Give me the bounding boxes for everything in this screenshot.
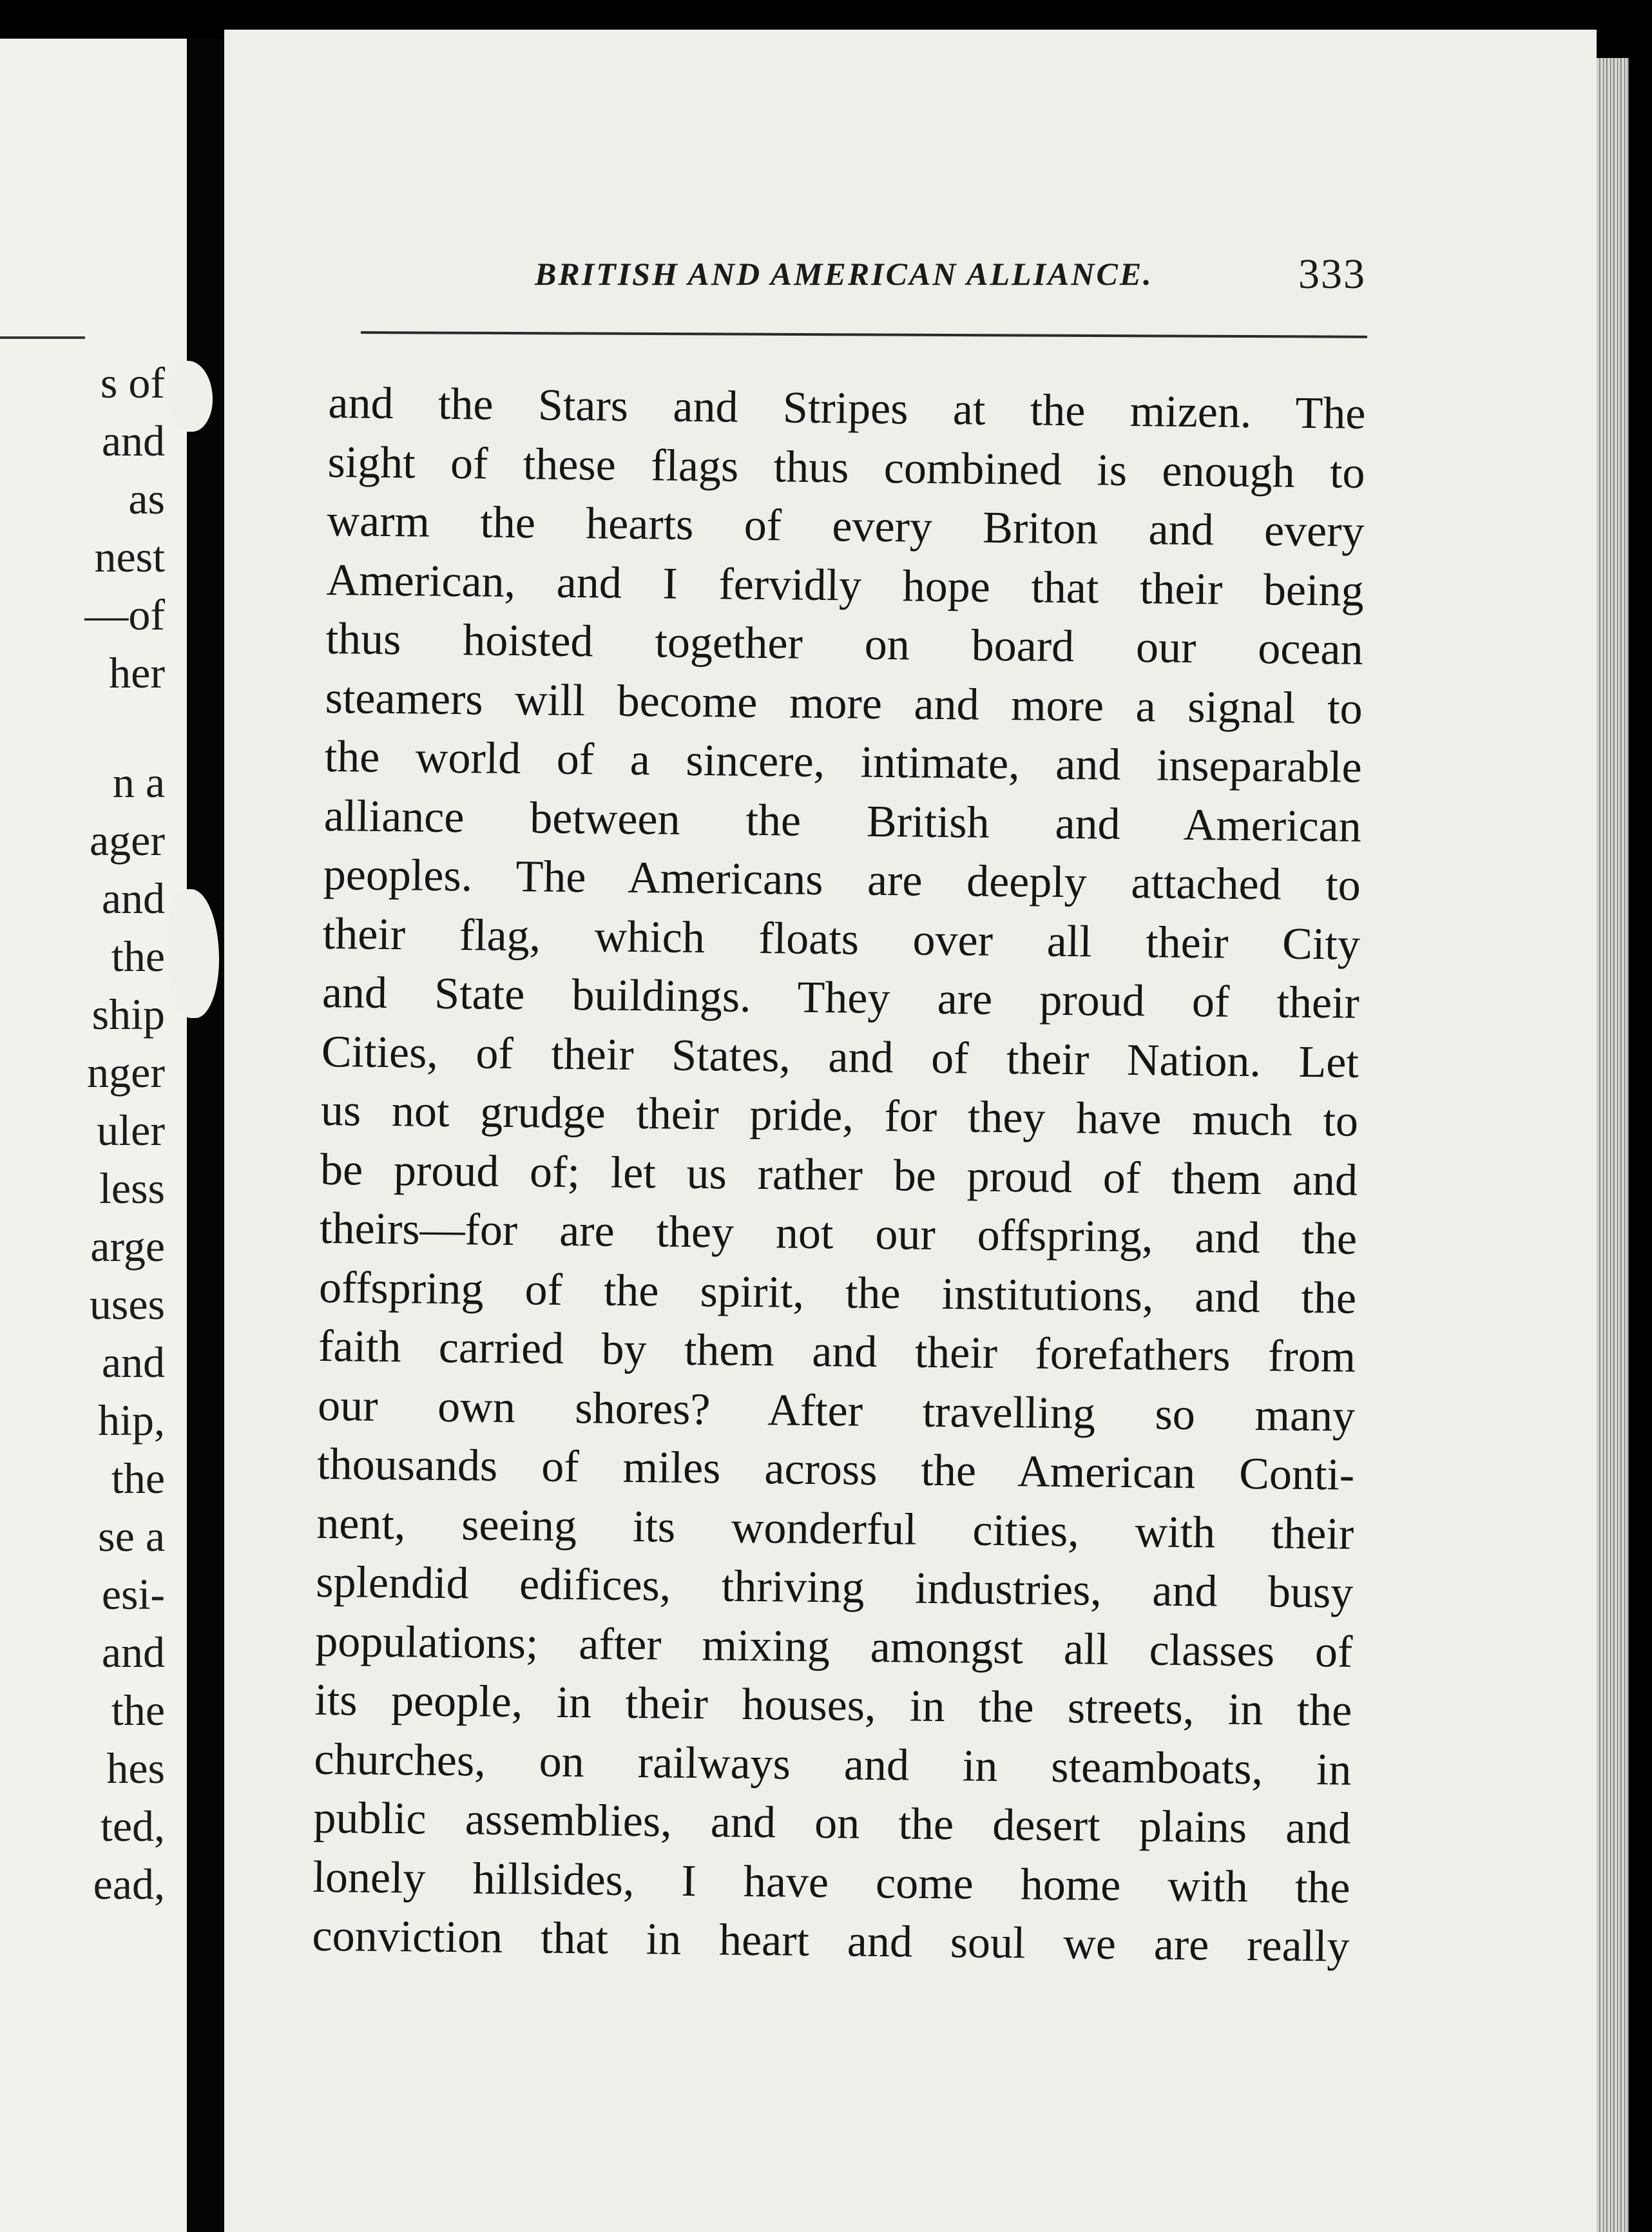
- text-line: us not grudge their pride, for they have much to: [320, 1085, 1359, 1146]
- left-text-fragment: ager: [89, 816, 165, 865]
- left-text-fragment: and: [101, 416, 165, 465]
- book-gutter: [187, 39, 224, 2232]
- page-header: [535, 251, 1366, 307]
- left-text-fragment: the: [111, 1686, 165, 1735]
- left-text-fragment: the: [111, 1454, 165, 1503]
- text-line: the world of a sincere, intimate, and inseparable: [324, 731, 1363, 793]
- left-text-fragment: n a: [112, 758, 165, 807]
- text-line: thus hoisted together on board our ocean: [325, 613, 1364, 675]
- left-text-fragment: and: [101, 1338, 165, 1387]
- text-line: Cities, of their States, and of their Nation. Let: [321, 1026, 1359, 1088]
- text-line: theirs—for are they not our offspring, and the: [319, 1203, 1358, 1264]
- text-line: our own shores? After travelling so many: [317, 1380, 1356, 1441]
- left-text-fragment: esi-: [101, 1570, 165, 1619]
- text-line: warm the hearts of every Briton and every: [327, 495, 1365, 557]
- left-header-rule: [0, 336, 85, 339]
- text-line: churches, on railways and in steamboats, in: [314, 1734, 1352, 1795]
- text-line: splendid edifices, thriving industries, and busy: [315, 1557, 1354, 1618]
- left-text-fragment: s of: [100, 358, 165, 407]
- left-page-fragment: [0, 39, 187, 2232]
- text-line: public assemblies, and on the desert plains and: [313, 1793, 1351, 1854]
- left-text-fragment: arge: [90, 1222, 165, 1271]
- left-text-fragment: nger: [87, 1048, 165, 1097]
- text-line: populations; after mixing amongst all classes of: [314, 1616, 1353, 1677]
- left-text-fragment: less: [99, 1164, 165, 1213]
- left-text-fragment: as: [128, 474, 165, 523]
- text-line: and the Stars and Stripes at the mizen. The: [328, 378, 1366, 439]
- text-line: alliance between the British and American: [323, 791, 1362, 852]
- text-line: peoples. The Americans are deeply attached to: [323, 849, 1361, 910]
- page-number: 333: [1298, 251, 1366, 298]
- left-text-fragment: hes: [106, 1744, 165, 1793]
- page-edges: [1597, 58, 1629, 2232]
- left-text-fragment: her: [109, 648, 165, 697]
- text-line: their flag, which floats over all their City: [322, 909, 1361, 970]
- left-text-fragment: ship: [91, 990, 165, 1039]
- text-line: conviction that in heart and soul we are really: [312, 1910, 1350, 1972]
- left-text-fragment: uler: [97, 1106, 165, 1155]
- left-text-fragment: and: [101, 1628, 165, 1677]
- left-text-fragment: ead,: [93, 1860, 165, 1909]
- text-line: thousands of miles across the American Conti-: [316, 1439, 1355, 1500]
- background-edge: [1629, 0, 1652, 2232]
- text-line: and State buildings. They are proud of their: [322, 967, 1360, 1028]
- left-text-fragment: ted,: [100, 1802, 165, 1851]
- paper-tear: [168, 361, 213, 432]
- text-line: nent, seeing its wonderful cities, with their: [316, 1498, 1354, 1559]
- text-line: be proud of; let us rather be proud of them and: [320, 1144, 1358, 1206]
- left-text-fragment: the: [111, 932, 165, 981]
- left-text-fragment: and: [101, 874, 165, 923]
- body-text: [312, 374, 1366, 1976]
- text-line: its people, in their houses, in the streets, in the: [314, 1675, 1352, 1736]
- text-line: offspring of the spirit, the institutions, and the: [318, 1262, 1357, 1323]
- text-line: faith carried by them and their forefathers from: [318, 1321, 1356, 1382]
- left-text-fragment: se a: [98, 1512, 165, 1561]
- text-line: American, and I fervidly hope that their being: [326, 555, 1364, 616]
- left-text-fragment: hip,: [98, 1396, 165, 1445]
- left-text-fragment: nest: [94, 532, 165, 581]
- paper-tear: [168, 889, 219, 1018]
- running-title: BRITISH AND AMERICAN ALLIANCE.: [535, 256, 1153, 292]
- text-line: sight of these flags thus combined is enough to: [327, 437, 1365, 498]
- text-line: lonely hillsides, I have come home with the: [312, 1852, 1350, 1913]
- text-line: steamers will become more and more a signal to: [325, 673, 1363, 734]
- left-text-fragment: —of: [84, 590, 165, 639]
- left-text-fragment: uses: [89, 1280, 165, 1329]
